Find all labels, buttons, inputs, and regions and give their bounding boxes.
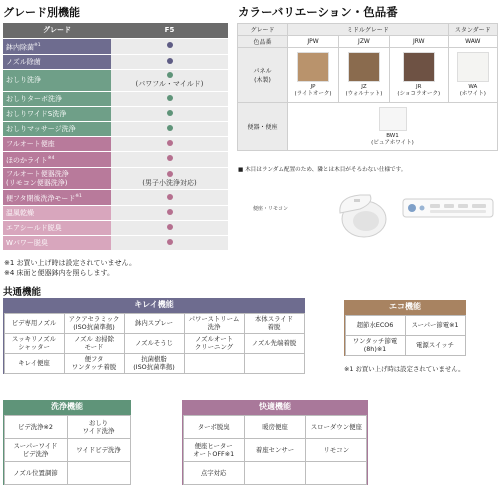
grade-row [3, 190, 228, 206]
feature-dot-icon [167, 224, 173, 230]
grade-row-label [3, 106, 111, 121]
seat-code: BW1 [386, 132, 399, 139]
toilet-seat-image [330, 183, 392, 245]
feature-cell: ノズルそうじ [124, 333, 185, 354]
grade-row-text: フルオート便座 [6, 139, 55, 148]
feature-cell: ビデ専用ノズル [4, 313, 65, 334]
swatch-code: JR [416, 84, 422, 90]
common-functions-title: 共通機能 [3, 287, 42, 298]
color-code-waw: WAW [448, 36, 497, 48]
panel-swatch-jp [288, 48, 339, 103]
feature-cell: 鉢内スプレー [124, 313, 185, 334]
grade-note-1: ※1 お買い上げ時は設定されていません。 [4, 259, 136, 267]
grade-row-value [111, 69, 228, 91]
kaiteki-function-heading: 快適機能 [182, 400, 368, 414]
seat-swatch [379, 107, 407, 131]
feature-cell: スローダウン便座 [305, 415, 367, 439]
feature-dot-icon [167, 58, 173, 64]
grade-row-text: おしりマッサージ洗浄 [6, 124, 76, 133]
grade-row-label [3, 168, 111, 190]
grade-row-value [111, 206, 228, 221]
grade-row-text: 鉢内除菌 [6, 42, 34, 51]
empty-cell [244, 461, 306, 485]
grade-row-label [3, 91, 111, 106]
feature-cell: ノズル位置調節 [4, 461, 68, 485]
middle-grade-label: ミドルグレード [288, 24, 449, 36]
grade-row-text: おしりワイドS洗浄 [6, 109, 67, 118]
feature-dot-icon [167, 125, 173, 131]
grade-row-text: おしり洗浄 [6, 75, 41, 84]
grade-row-value [111, 236, 228, 251]
kaiteki-function-box [182, 400, 368, 485]
feature-cell: 便座ヒーター オートOFF※1 [183, 438, 245, 462]
grade-row [3, 136, 228, 151]
feature-cell: ノズル先端着脱 [244, 333, 305, 354]
grade-row-label [3, 38, 111, 54]
grade-row [3, 91, 228, 106]
grade-row-note: (パワフル・マイルド) [135, 80, 204, 89]
feature-cell: 電源スイッチ [405, 335, 466, 356]
color-code-label: 色品番 [238, 36, 288, 48]
grade-row-text: 温風乾燥 [6, 209, 34, 218]
grade-row [3, 151, 228, 167]
grade-row-text: ノズル除菌 [6, 57, 41, 66]
standard-grade-label: スタンダード [448, 24, 497, 36]
seat-name: (ピュアホワイト) [371, 139, 414, 146]
feature-dot-icon [167, 155, 173, 161]
grade-row [3, 221, 228, 236]
kirei-function-box [3, 298, 305, 374]
feature-cell: ターボ脱臭 [183, 415, 245, 439]
grade-row-text: Wパワー脱臭 [6, 239, 48, 248]
color-code-jrw: JRW [389, 36, 448, 48]
feature-cell: リモコン [305, 438, 367, 462]
feature-cell: 便フタ ワンタッチ着脱 [64, 353, 125, 374]
feature-dot-icon [167, 110, 173, 116]
feature-cell: 点字対応 [183, 461, 245, 485]
empty-cell [244, 353, 305, 374]
feature-cell: スーパー節電※1 [405, 315, 466, 336]
eco-function-box [344, 300, 466, 356]
grade-row [3, 69, 228, 91]
grade-row-text: おしりターボ洗浄 [6, 94, 62, 103]
seat-swatch-cell [288, 103, 498, 151]
feature-dot-icon [167, 42, 173, 48]
color-code-jpw: JPW [288, 36, 339, 48]
feature-cell: ワイドビデ洗浄 [67, 438, 131, 462]
feature-cell: 抗菌樹脂 (ISO抗菌準拠) [124, 353, 185, 374]
feature-cell: ノズル お掃除 モード [64, 333, 125, 354]
grade-row-label [3, 136, 111, 151]
grade-row-label [3, 54, 111, 69]
grade-row-note: (男子小洗浄対応) [142, 178, 197, 187]
senjo-function-box [3, 400, 131, 485]
wood-swatch [348, 52, 380, 82]
swatch-code: JZ [361, 84, 367, 90]
grade-row [3, 121, 228, 136]
grade-row-value [111, 91, 228, 106]
grade-row-text: 便フタ閉後洗浄モード [6, 194, 76, 203]
grade-row-value [111, 221, 228, 236]
color-section-title: カラーバリエーション・色品番 [238, 5, 398, 19]
grade-row-label [3, 221, 111, 236]
feature-cell: ビデ洗浄※2 [4, 415, 68, 439]
feature-cell: 暖房便座 [244, 415, 306, 439]
grade-row-value [111, 106, 228, 121]
color-variation-table [237, 23, 498, 151]
wood-grain-note: ■ 木目はランダム配置のため、隣とは木目がそろわない仕様です。 [238, 167, 407, 173]
swatch-code: JP [310, 84, 316, 90]
grade-row [3, 54, 228, 69]
grade-row-label [3, 151, 111, 167]
feature-cell: ワンタッチ節電 (8h)※1 [345, 335, 406, 356]
grade-col-header: グレード [3, 23, 111, 38]
eco-function-heading: エコ機能 [344, 300, 466, 314]
grade-row-footnote: ※1 [34, 42, 41, 48]
feature-dot-icon [167, 209, 173, 215]
grade-row-text: ほのかライト [6, 156, 48, 165]
feature-cell: 超節水ECO6 [345, 315, 406, 336]
swatch-code: WA [468, 84, 478, 90]
grade-row-value [111, 151, 228, 167]
feature-cell: パワーストリーム 洗浄 [184, 313, 245, 334]
grade-row [3, 206, 228, 221]
grade-row [3, 236, 228, 251]
grade-row [3, 168, 228, 190]
model-col-header: F5 [111, 23, 228, 38]
white-swatch [457, 52, 489, 82]
feature-cell: 着座センサー [244, 438, 306, 462]
panel-swatch-jr [389, 48, 448, 103]
feature-cell: キレイ便座 [4, 353, 65, 374]
grade-row-text: エアシールド脱臭 [6, 224, 62, 233]
eco-note: ※1 お買い上げ時は設定されていません。 [344, 365, 465, 373]
grade-row-value [111, 168, 228, 190]
senjo-function-heading: 洗浄機能 [3, 400, 131, 414]
grade-notes [4, 258, 136, 278]
swatch-name: (ウォルナット) [345, 91, 383, 97]
panel-label: パネル (木製) [238, 48, 288, 103]
feature-cell: 本体スライド 着脱 [244, 313, 305, 334]
swatch-name: (ショコラオーク) [397, 91, 441, 97]
empty-cell [184, 353, 245, 374]
color-code-jzw: JZW [338, 36, 389, 48]
grade-section-title: グレード別機能 [3, 6, 80, 19]
photo-label: 便座・リモコン [253, 206, 289, 212]
grade-row-text: フルオート便器洗浄 (リモコン便器洗浄) [6, 169, 69, 187]
grade-row-footnote: ※1 [75, 194, 82, 200]
empty-cell [67, 461, 131, 485]
grade-feature-table [3, 23, 228, 251]
grade-row-label [3, 121, 111, 136]
feature-dot-icon [167, 140, 173, 146]
feature-dot-icon [167, 72, 173, 78]
grade-row-value [111, 190, 228, 206]
grade-row-label [3, 69, 111, 91]
feature-cell: スーパーワイド ビデ洗浄 [4, 438, 68, 462]
feature-cell: スッキリノズル シャッター [4, 333, 65, 354]
grade-row-value [111, 38, 228, 54]
grade-note-2: ※4 床面と便器鉢内を照らします。 [4, 269, 114, 277]
feature-dot-icon [167, 171, 173, 177]
feature-cell: おしり ワイド洗浄 [67, 415, 131, 439]
feature-cell: アクアセラミック (ISO抗菌準拠) [64, 313, 125, 334]
panel-swatch-wa [448, 48, 497, 103]
grade-row-value [111, 121, 228, 136]
feature-dot-icon [167, 194, 173, 200]
wood-swatch [297, 52, 329, 82]
grade-row-footnote: ※4 [47, 155, 55, 161]
feature-dot-icon [167, 95, 173, 101]
seat-label: 便器・便座 [238, 103, 288, 151]
grade-row-label [3, 190, 111, 206]
grade-row-value [111, 136, 228, 151]
grade-row [3, 38, 228, 54]
color-grade-label: グレード [238, 24, 288, 36]
grade-row-value [111, 54, 228, 69]
kirei-function-heading: キレイ機能 [3, 298, 305, 312]
feature-cell: ノズルオート クリーニング [184, 333, 245, 354]
swatch-name: (ホワイト) [459, 91, 486, 97]
panel-swatch-jz [338, 48, 389, 103]
remote-control-image [402, 197, 494, 219]
grade-row-label [3, 236, 111, 251]
grade-row-label [3, 206, 111, 221]
grade-row [3, 106, 228, 121]
empty-cell [305, 461, 367, 485]
feature-dot-icon [167, 239, 173, 245]
wood-swatch [403, 52, 435, 82]
swatch-name: (ライトオーク) [294, 91, 332, 97]
